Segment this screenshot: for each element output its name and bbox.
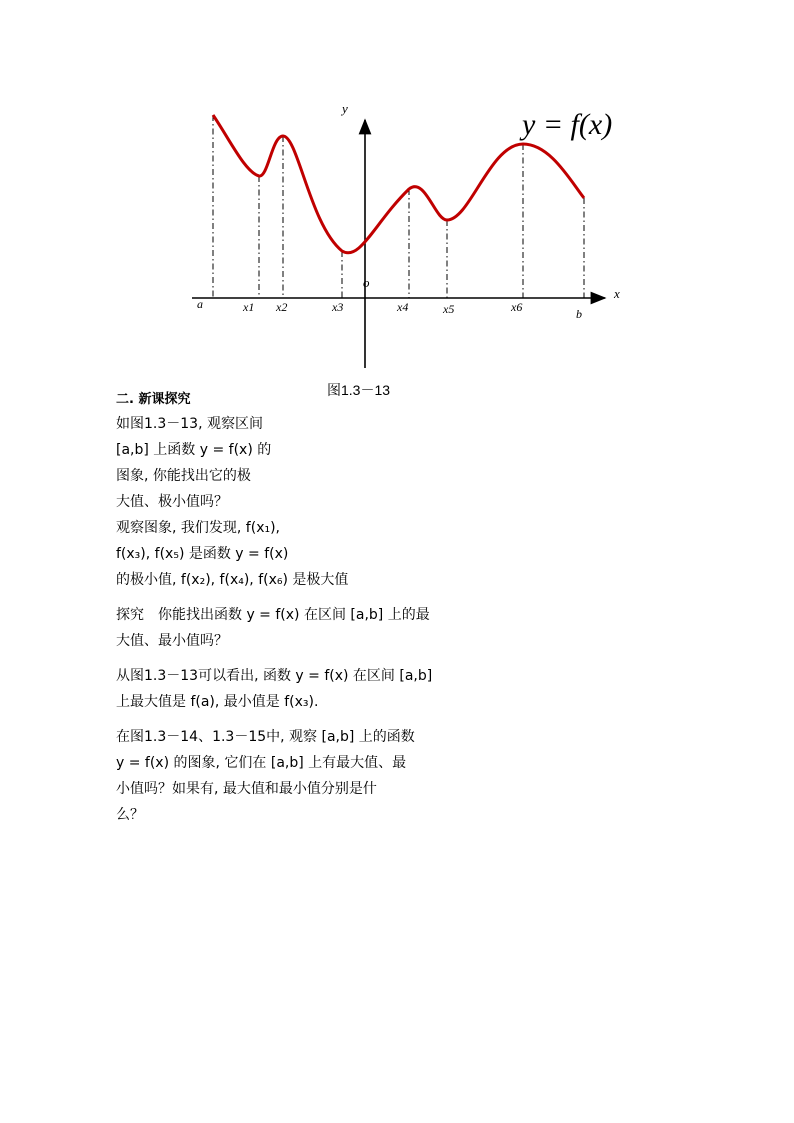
dashed-guides bbox=[213, 115, 584, 298]
tick-label-x5: x5 bbox=[443, 302, 455, 316]
figure-caption: 图1.3－13 bbox=[327, 382, 391, 398]
tick-label-x2: x2 bbox=[276, 300, 288, 314]
x-axis-label: x bbox=[614, 286, 620, 301]
text-line: 探究 你能找出函数 y = f(x) 在区间 [a,b] 上的最 bbox=[116, 607, 430, 623]
text-line: [a,b] 上函数 y = f(x) 的 bbox=[116, 442, 272, 458]
paragraph-2 bbox=[116, 515, 348, 593]
paragraph-5 bbox=[116, 724, 415, 828]
text-line: 大值、极小值吗？ bbox=[116, 494, 228, 510]
text-line: 上最大值是 f(a), 最小值是 f(x₃). bbox=[116, 694, 319, 710]
paragraph-1 bbox=[116, 411, 271, 515]
text-line: 观察图象, 我们发现, f(x₁), bbox=[116, 520, 281, 536]
tick-label-b: b bbox=[576, 307, 582, 321]
text-line: 么？ bbox=[116, 807, 144, 823]
text-line: 的极小值, f(x₂), f(x₄), f(x₆) 是极大值 bbox=[116, 572, 349, 588]
function-label: y = f(x) bbox=[522, 108, 613, 141]
text-line: f(x₃), f(x₅) 是函数 y = f(x) bbox=[116, 546, 289, 562]
tick-label-x4: x4 bbox=[397, 300, 409, 314]
function-graph-figure bbox=[0, 0, 794, 400]
section-heading: 二. 新课探究 bbox=[116, 392, 191, 407]
text-line: 从图1.3－13可以看出, 函数 y = f(x) 在区间 [a,b] bbox=[116, 668, 433, 684]
tick-label-a: a bbox=[197, 297, 203, 311]
paragraph-4 bbox=[116, 663, 432, 715]
tick-label-x6: x6 bbox=[511, 300, 523, 314]
text-line: 如图1.3－13, 观察区间 bbox=[116, 416, 263, 432]
text-line: 在图1.3－14、1.3－15中, 观察 [a,b] 上的函数 bbox=[116, 729, 415, 745]
text-line: y = f(x) 的图象, 它们在 [a,b] 上有最大值、最 bbox=[116, 755, 407, 771]
text-line: 小值吗？如果有, 最大值和最小值分别是什 bbox=[116, 781, 377, 797]
tick-label-x1: x1 bbox=[243, 300, 255, 314]
y-axis-label: y bbox=[342, 101, 348, 116]
tick-label-x3: x3 bbox=[332, 300, 344, 314]
origin-label: o bbox=[363, 275, 370, 290]
text-line: 大值、最小值吗？ bbox=[116, 633, 228, 649]
text-line: 图象, 你能找出它的极 bbox=[116, 468, 251, 484]
x-tick-labels bbox=[197, 297, 582, 321]
paragraph-3 bbox=[116, 602, 430, 654]
